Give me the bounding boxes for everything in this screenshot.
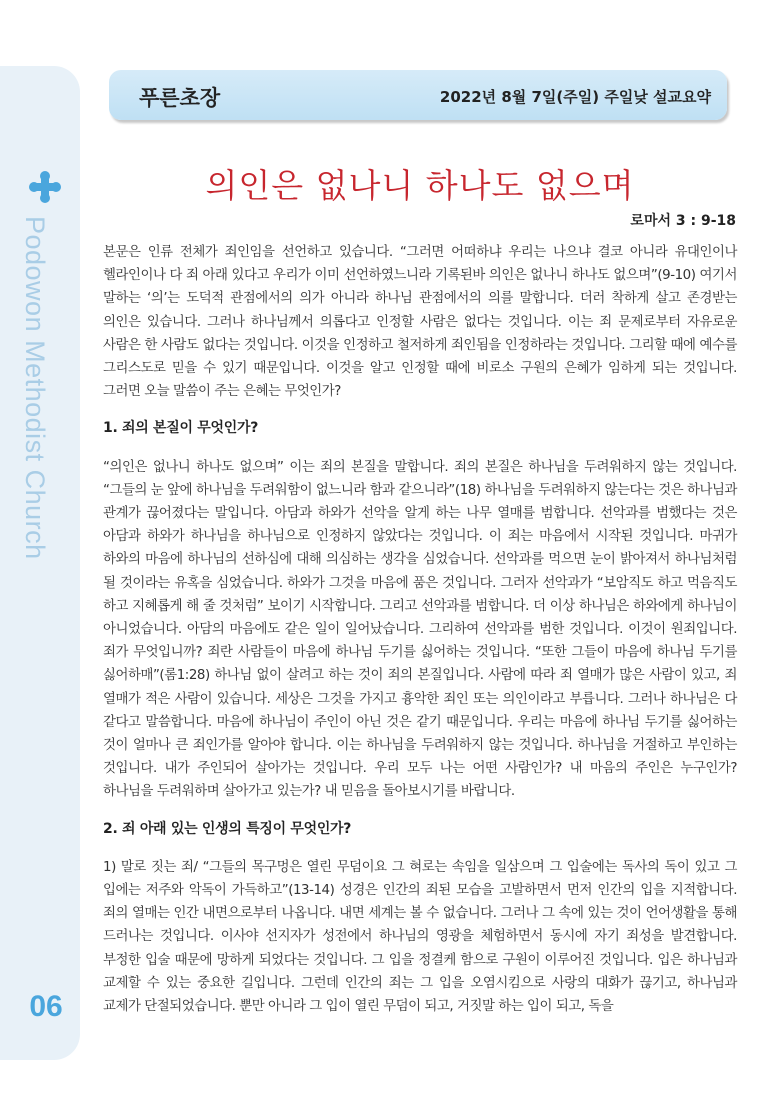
cross-logo-icon — [28, 170, 62, 204]
section2-heading: 2. 죄 아래 있는 인생의 특징이 무엇인가? — [103, 820, 352, 837]
church-name-vertical: Podowon Methodist Church — [20, 216, 50, 560]
page-number: 06 — [29, 990, 63, 1023]
section-title: 푸른초장 — [139, 86, 221, 110]
section2-paragraph: 1) 말로 짓는 죄/ “그들의 목구멍은 열린 무덤이요 그 혀로는 속임을 일삼으며 그 입술에는 독사의 독이 있고 그 입에는 저주와 악독이 가득하고”(13-14) 성경은 인간의 죄된 모습을 고발하면서 먼저 인간의 입을 지적합니다. 죄의 열매는 인간 내면으로부터 나옵니다. 내면 세계는 볼 수 없습니다. 그러나 그 속에 있는 것이 언어생활을 통해 드러나는 것입니다. 이사야 선지자가 성전에서 하나님의 영광을 체험하면서 동시에 자기 죄성을 발견합니다. 부정한 입술 때문에 망하게 되었다는 것입니다. 그 입을 정결케 함으로 구원이 이루어진 것입니다. 입은 하나님과 교제할 수 있는 중요한 길입니다. 그런데 인간의 죄는 그 입을 오염시킴으로 사랑의 대화가 끊기고, 하나님과 교제가 단절되었습니다. 뿐만 아니라 그 입이 열린 무덤이 되고, 거짓말 하는 입이 되고, 독을 — [103, 859, 737, 1015]
side-tab — [0, 66, 80, 1060]
intro-paragraph: 본문은 인류 전체가 죄인임을 선언하고 있습니다. “그러면 어떠하냐 우리는 나으냐 결코 아니라 유대인이나 헬라인이나 다 죄 아래 있다고 우리가 이미 선언하였느니라 기록된바 의인은 없나니 하나도 없으며”(9-10) 여기서 말하는 ‘의’는 도덕적 관점에서의 의가 아니라 하나님 관점에서의 의를 말합니다. 더러 착하게 살고 존경받는 의인은 있습니다. 그러나 하나님께서 의롭다고 인정할 사람은 없다는 것입니다. 이는 죄 문제로부터 자유로운 사람은 한 사람도 없다는 것입니다. 이것을 인정하고 철저하게 죄인됨을 인정하라는 것입니다. 그리할 때에 예수를 그리스도로 믿을 수 있기 때문입니다. 이것을 알고 인정할 때에 비로소 구원의 은혜가 임하게 되는 것입니다. 그러면 오늘 말씀이 주는 은혜는 무엇인가? — [103, 245, 737, 400]
sermon-body — [103, 241, 737, 1018]
sermon-title: 의인은 없나니 하나도 없으며 — [205, 166, 635, 205]
section1-paragraph: “의인은 없나니 하나도 없으며” 이는 죄의 본질을 말합니다. 죄의 본질은 하나님을 두려워하지 않는 것입니다. “그들의 눈 앞에 하나님을 두려워함이 없느니라 함과 같으니라”(18) 하나님을 두려워하지 않는다는 것은 하나님과 관계가 끊어졌다는 말입니다. 아담과 하와가 선악을 알게 하는 나무 열매를 범합니다. 선악과를 범했다는 것은 아담과 하와가 하나님을 하나님으로 인정하지 않았다는 것입니다. 이 죄는 마음에서 시작된 것입니다. 마귀가 하와의 마음에 하나님의 선하심에 대해 의심하는 생각을 심었습니다. 선악과를 먹으면 눈이 밝아져서 하나님처럼 될 것이라는 유혹을 심었습니다. 하와가 그것을 마음에 품은 것입니다. 그러자 선악과가 “보암직도 하고 먹음직도 하고 지혜롭게 해 줄 것처럼” 보이기 시작합니다. 그리고 선악과를 범합니다. 더 이상 하나님은 하와에게 하나님이 아니었습니다. 아담의 마음에도 같은 일이 일어났습니다. 그리하여 선악과를 범한 것입니다. 이것이 원죄입니다. 죄가 무엇입니까? 죄란 사람들이 마음에 하나님 두기를 싫어하는 것입니다. “또한 그들이 마음에 하나님 두기를 싫어하매”(롬1:28) 하나님 없이 살려고 하는 것이 죄의 본질입니다. 사람에 따라 죄 열매가 많은 사람이 있고, 죄 열매가 적은 사람이 있습니다. 세상은 그것을 가지고 흉악한 죄인 또는 의인이라고 부릅니다. 그러나 하나님은 다 같다고 말씀합니다. 마음에 하나님이 주인이 아닌 것은 같기 때문입니다. 우리는 마음에 하나님 두기를 싫어하는 것이 얼마나 큰 죄인가를 알아야 합니다. 이는 하나님을 두려워하지 않는 것입니다. 하나님을 거절하고 부인하는 것입니다. 내가 주인되어 살아가는 것입니다. 우리 모두 나는 어떤 사람인가? 내 마음의 주인은 누구인가? 하나님을 두려워하며 살아가고 있는가? 내 믿음을 돌아보시기를 바랍니다. — [103, 459, 737, 800]
scripture-reference: 로마서 3 : 9-18 — [630, 213, 736, 229]
header-bar — [109, 70, 727, 120]
section1-heading: 1. 죄의 본질이 무엇인가? — [103, 420, 259, 437]
date-label: 2022년 8월 7일(주일) 주일낮 설교요약 — [439, 88, 711, 106]
